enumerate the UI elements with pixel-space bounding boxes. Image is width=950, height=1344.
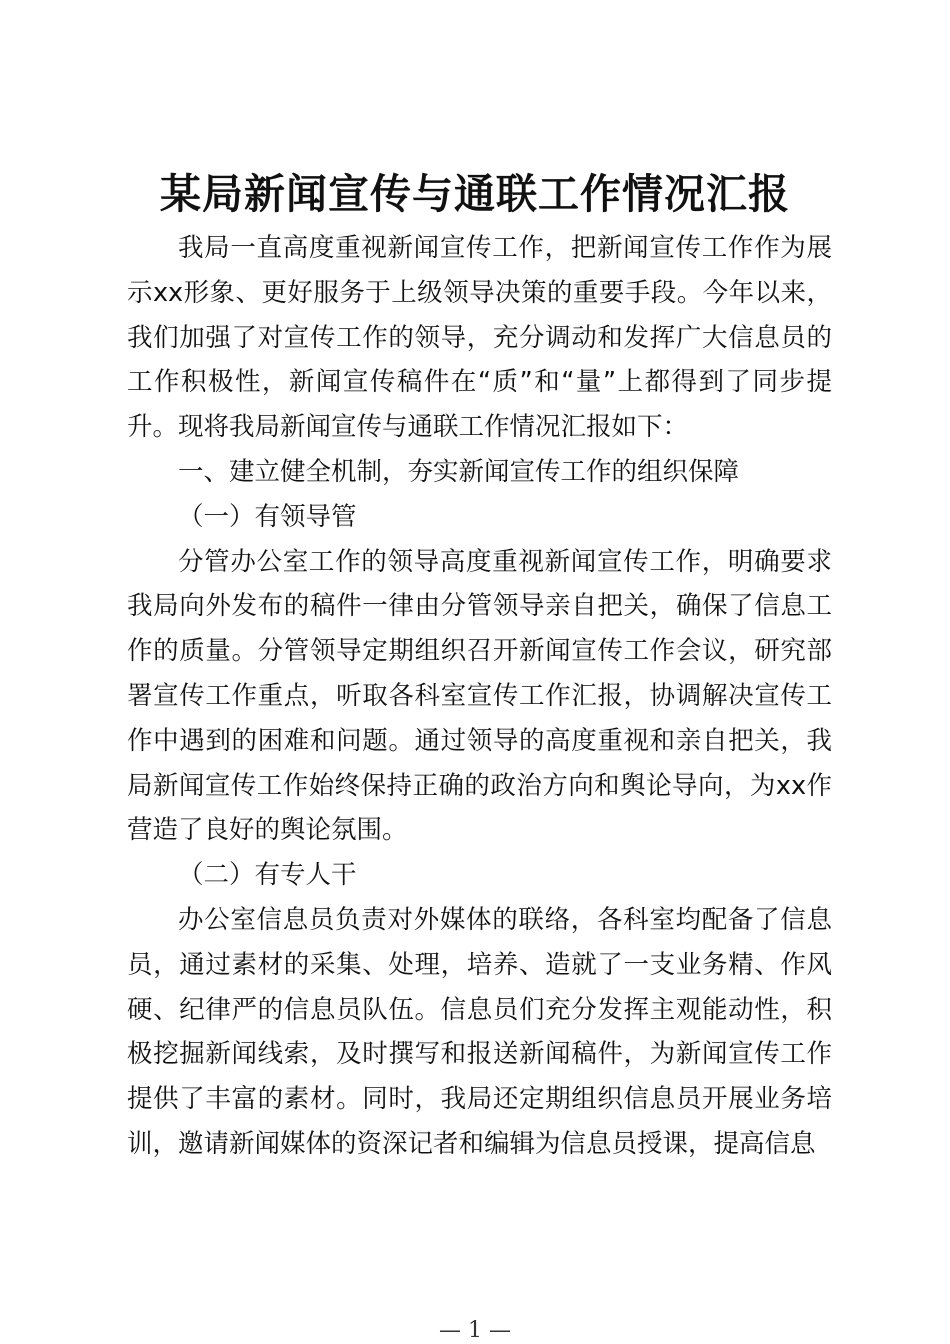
page-number: — 1 — [439, 1318, 511, 1343]
body-paragraph: 办公室信息员负责对外媒体的联络，各科室均配备了信息员，通过素材的采集、处理，培养、造就了一支业务精、作风硬、纪律严的信息员队伍。信息员们充分发挥主观能动性，积极挖掘新闻线索，及时撰写和报送新闻稿件，为新闻宣传工作提供了丰富的素材。同时，我局还定期组织信息员开展业务培训，邀请新闻媒体的资深记者和编辑为信息员授课，提高信息 [127, 904, 832, 1159]
subsection-heading-1: （一）有领导管 [178, 501, 357, 532]
body-paragraph: 分管办公室工作的领导高度重视新闻宣传工作，明确要求我局向外发布的稿件一律由分管领导亲自把关，确保了信息工作的质量。分管领导定期组织召开新闻宣传工作会议，研究部署宣传工作重点，听取各科室宣传工作汇报，协调解决宣传工作中遇到的困难和问题。通过领导的高度重视和亲自把关，我局新闻宣传工作始终保持正确的政治方向和舆论导向，为xx作营造了良好的舆论氛围。 [127, 546, 832, 846]
section-heading-1: 一、建立健全机制，夯实新闻宣传工作的组织保障 [178, 456, 740, 487]
document-body [127, 226, 832, 1167]
subsection-heading-2: （二）有专人干 [178, 860, 357, 891]
document-title: 某局新闻宣传与通联工作情况汇报 [160, 170, 790, 218]
intro-paragraph: 我局一直高度重视新闻宣传工作，把新闻宣传工作作为展示xx形象、更好服务于上级领导决策的重要手段。今年以来，我们加强了对宣传工作的领导，充分调动和发挥广大信息员的工作积极性，新闻宣传稿件在“质”和“量”上都得到了同步提升。现将我局新闻宣传与通联工作情况汇报如下： [127, 233, 832, 443]
